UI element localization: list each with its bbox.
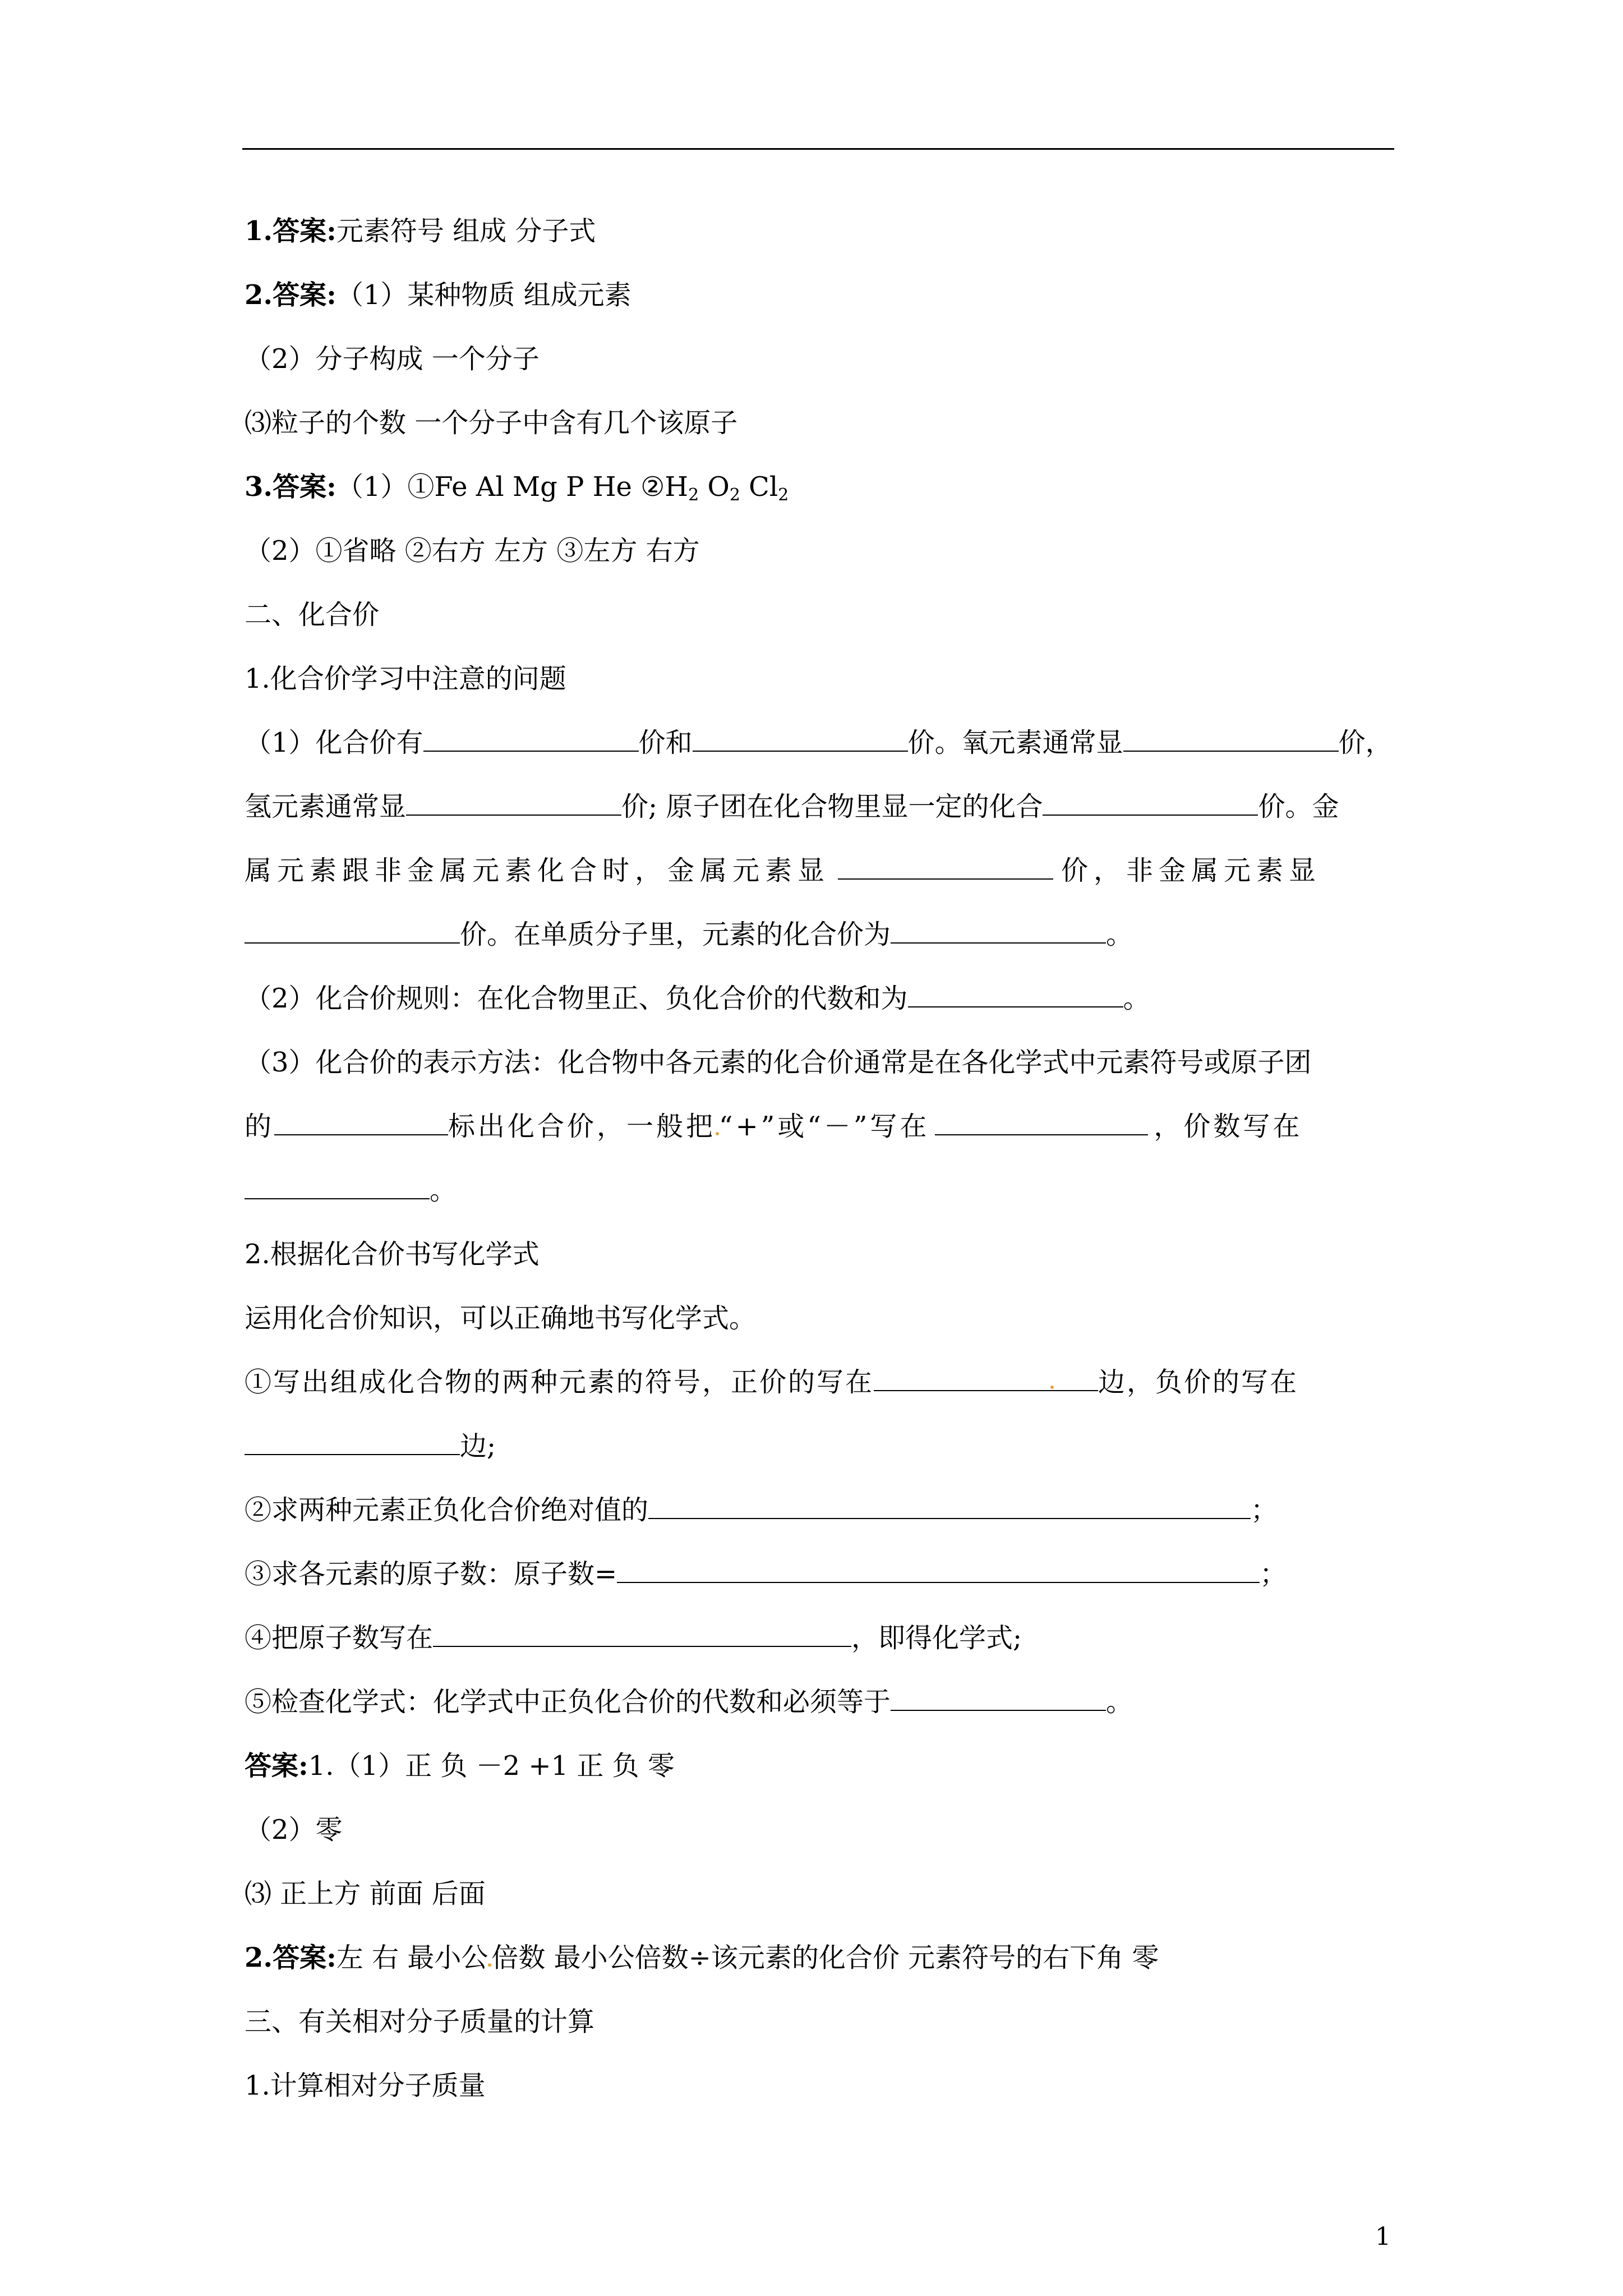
subsection-heading: 2.根据化合价书写化学式 bbox=[245, 1239, 540, 1270]
answer-text: 倍数 最小公倍数÷该元素的化合价 元素符号的右下角 零 bbox=[491, 1942, 1159, 1973]
paragraph-1-line-3 bbox=[245, 854, 1321, 887]
text: 价。金 bbox=[1258, 791, 1339, 822]
fill-blank[interactable] bbox=[648, 1496, 1251, 1519]
paragraph-3-line-2 bbox=[245, 1110, 1302, 1143]
section-heading: 三、有关相对分子质量的计算 bbox=[245, 2006, 595, 2037]
answer-text: 元素符号 组成 分子式 bbox=[336, 215, 596, 247]
text: ①写出组成化合物的两种元素的符号，正价的写在 bbox=[245, 1366, 874, 1398]
subsection-heading: 1.化合价学习中注意的问题 bbox=[245, 663, 566, 694]
page-number: 1 bbox=[1375, 2223, 1391, 2251]
paragraph-4: 运用化合价知识，可以正确地书写化学式。 bbox=[245, 1303, 757, 1334]
answer-label: 答案: bbox=[245, 1750, 308, 1782]
fill-blank[interactable] bbox=[908, 984, 1123, 1007]
text: 氢元素通常显 bbox=[245, 791, 407, 822]
answer-section2-2 bbox=[245, 1941, 1159, 1975]
text: ，即得化学式; bbox=[851, 1622, 1022, 1654]
fill-blank[interactable] bbox=[891, 1687, 1106, 1711]
answer-1 bbox=[245, 214, 596, 248]
answer-label: 2.答案: bbox=[245, 1942, 336, 1973]
fill-blank[interactable] bbox=[874, 1368, 1098, 1391]
answer-2 bbox=[245, 278, 631, 312]
text: 。 bbox=[1106, 919, 1133, 950]
answer-label: 2.答案: bbox=[245, 279, 336, 311]
fill-blank[interactable] bbox=[838, 856, 1053, 880]
fill-blank[interactable] bbox=[274, 1112, 448, 1135]
text: 价和 bbox=[638, 727, 693, 758]
paragraph-2 bbox=[245, 982, 1150, 1015]
text: ； bbox=[1260, 1558, 1287, 1590]
text: 价。氧元素通常显 bbox=[907, 727, 1123, 758]
text: 。 bbox=[1123, 983, 1150, 1014]
step-1-line-1 bbox=[245, 1365, 1298, 1399]
step-4 bbox=[245, 1621, 1022, 1655]
text: 价， bbox=[1338, 727, 1393, 758]
section-heading: 二、化合价 bbox=[245, 599, 380, 631]
subscript: 2 bbox=[729, 485, 740, 505]
paragraph-1-line-2 bbox=[245, 790, 1339, 823]
paragraph-1-line-1 bbox=[245, 726, 1393, 760]
subscript: 2 bbox=[688, 485, 699, 505]
header-rule bbox=[242, 148, 1394, 150]
text: 价。在单质分子里，元素的化合价为 bbox=[460, 919, 891, 950]
text: 标出化合价，一般把 bbox=[448, 1111, 716, 1142]
text: （1）化合价有 bbox=[245, 727, 423, 758]
text: “+”或“－”写在 bbox=[719, 1111, 930, 1142]
answer-2-part2: （2）分子构成 一个分子 bbox=[245, 343, 540, 375]
text: 的 bbox=[245, 1111, 275, 1142]
subsection-heading: 1.计算相对分子质量 bbox=[245, 2070, 486, 2101]
fill-blank[interactable] bbox=[245, 920, 460, 944]
paragraph-1-line-4 bbox=[245, 918, 1133, 951]
paragraph-3-line-1: （3）化合价的表示方法：化合物中各元素的化合价通常是在各化学式中元素符号或原子团 bbox=[245, 1047, 1312, 1078]
paragraph-3-line-3 bbox=[245, 1174, 457, 1207]
fill-blank[interactable] bbox=[935, 1112, 1148, 1135]
text: ，价数写在 bbox=[1154, 1111, 1303, 1142]
text: ⑤检查化学式：化学式中正负化合价的代数和必须等于 bbox=[245, 1686, 891, 1718]
answer-3 bbox=[245, 470, 789, 504]
text: （2）化合价规则：在化合物里正、负化合价的代数和为 bbox=[245, 983, 908, 1014]
fill-blank[interactable] bbox=[1043, 792, 1258, 816]
answer-text-mid: O bbox=[699, 471, 730, 503]
answer-label: 1.答案: bbox=[245, 215, 336, 247]
step-2 bbox=[245, 1493, 1278, 1527]
answer-text: 1.（1）正 负 －2 +1 正 负 零 bbox=[308, 1750, 675, 1782]
fill-blank[interactable] bbox=[693, 728, 908, 752]
text: ②求两种元素正负化合价绝对值的 bbox=[245, 1494, 649, 1526]
text: 边，负价的写在 bbox=[1098, 1366, 1299, 1398]
step-5 bbox=[245, 1685, 1133, 1719]
answer-section2-1 bbox=[245, 1749, 675, 1783]
answer-section2-1-part3: ⑶ 正上方 前面 后面 bbox=[245, 1878, 486, 1910]
fill-blank[interactable] bbox=[433, 1623, 851, 1647]
answer-label: 3.答案: bbox=[245, 471, 336, 503]
text: 。 bbox=[1106, 1686, 1133, 1718]
fill-blank[interactable] bbox=[617, 1559, 1260, 1583]
answer-section2-1-part2: （2）零 bbox=[245, 1814, 343, 1846]
text: 。 bbox=[430, 1175, 457, 1206]
text: 价; 原子团在化合物里显一定的化合 bbox=[621, 791, 1043, 822]
fill-blank[interactable] bbox=[245, 1432, 460, 1455]
annotation-dot bbox=[1050, 1386, 1054, 1389]
subscript: 2 bbox=[778, 485, 789, 505]
text: 价，非金属元素显 bbox=[1061, 855, 1322, 886]
text: ④把原子数写在 bbox=[245, 1622, 434, 1654]
text: 边; bbox=[460, 1430, 496, 1462]
fill-blank[interactable] bbox=[891, 920, 1106, 944]
answer-text-mid: Cl bbox=[740, 471, 778, 503]
answer-text: （1）某种物质 组成元素 bbox=[336, 279, 631, 311]
answer-2-part3: ⑶粒子的个数 一个分子中含有几个该原子 bbox=[245, 407, 738, 439]
text: 属元素跟非金属元素化合时，金属元素显 bbox=[245, 855, 831, 886]
answer-text: 左 右 最小公 bbox=[336, 1942, 488, 1973]
step-1-line-2 bbox=[245, 1429, 496, 1463]
fill-blank[interactable] bbox=[245, 1176, 430, 1199]
text: ③求各元素的原子数：原子数= bbox=[245, 1558, 617, 1590]
answer-text-prefix: （1）①Fe Al Mg P He ②H bbox=[336, 471, 689, 503]
fill-blank[interactable] bbox=[423, 728, 639, 752]
text: ； bbox=[1251, 1494, 1278, 1526]
fill-blank[interactable] bbox=[406, 792, 621, 816]
step-3 bbox=[245, 1557, 1287, 1591]
fill-blank[interactable] bbox=[1123, 728, 1339, 752]
answer-3-part2: （2）①省略 ②右方 左方 ③左方 右方 bbox=[245, 535, 700, 567]
